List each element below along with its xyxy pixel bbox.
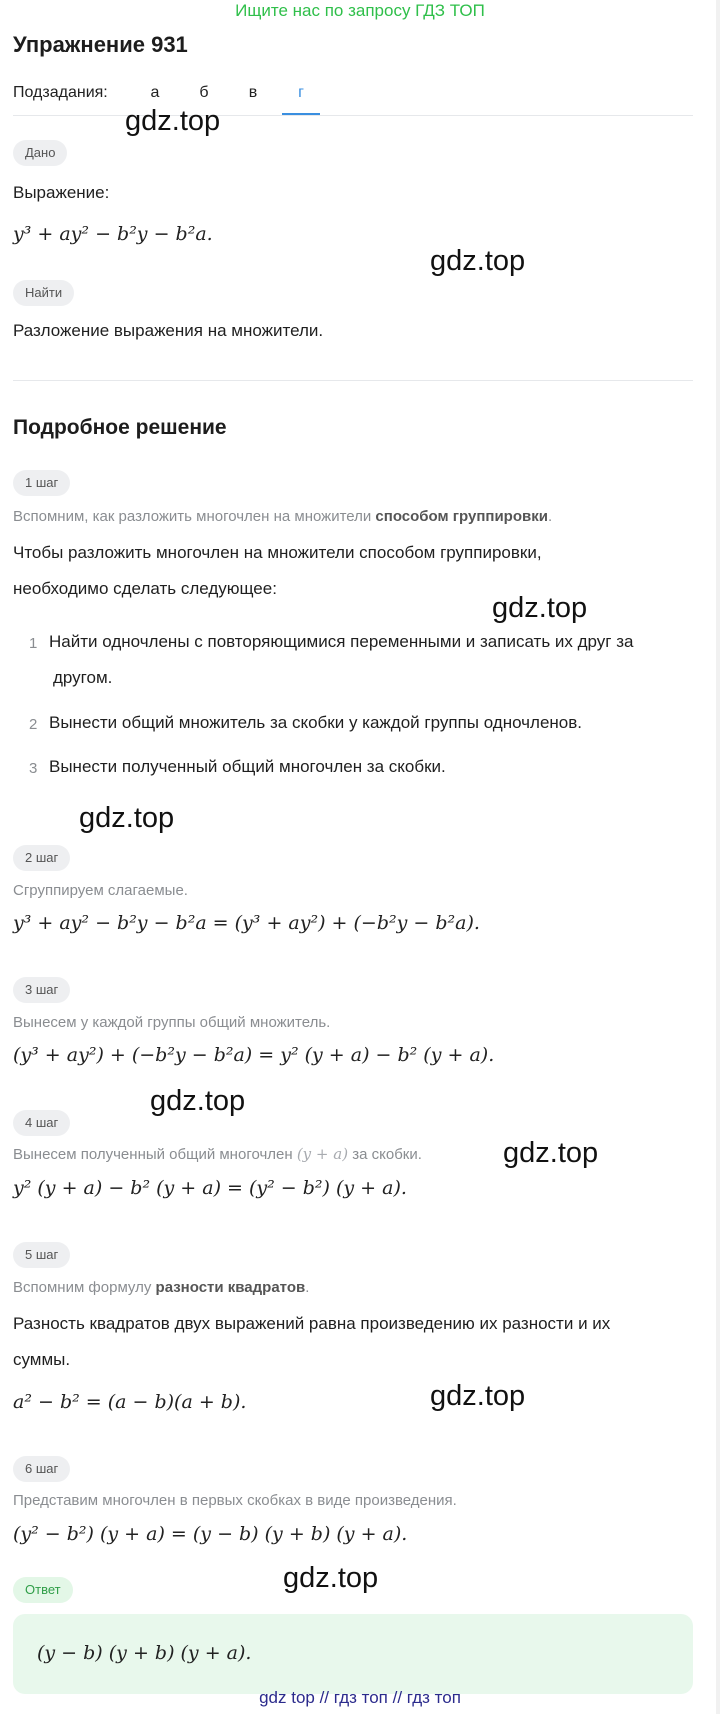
find-pill: Найти [13, 280, 74, 306]
step5-math: a² − b² = (a − b)(a + b). [13, 1391, 247, 1413]
step5-pill: 5 шаг [13, 1242, 70, 1268]
tabs-divider [13, 115, 693, 116]
scrollbar[interactable] [716, 0, 720, 1714]
watermark: gdz.top [503, 1137, 599, 1169]
list-item-number: 1 [29, 635, 38, 652]
watermark: gdz.top [492, 592, 588, 624]
section-divider [13, 380, 693, 381]
step5-text-line2: суммы. [13, 1350, 71, 1369]
step6-math: (y² − b²) (y + a) = (y − b) (y + b) (y + a). [13, 1523, 408, 1545]
step4-note: Вынесем полученный общий многочлен (y + a) за скобки. [13, 1145, 422, 1163]
step4-pill: 4 шаг [13, 1110, 70, 1136]
list-item-1-line2: другом. [53, 668, 113, 687]
search-banner: Ищите нас по запросу ГДЗ ТОП [235, 1, 485, 20]
step1-text-line1: Чтобы разложить многочлен на множители способом группировки, [13, 543, 542, 562]
subtasks-label: Подзадания: [13, 84, 108, 101]
answer-pill: Ответ [13, 1577, 73, 1603]
watermark: gdz.top [283, 1562, 379, 1594]
step5-text-line1: Разность квадратов двух выражений равна произведению их разности и их [13, 1314, 611, 1333]
watermark: gdz.top [125, 105, 221, 137]
step3-pill: 3 шаг [13, 977, 70, 1003]
list-item-number: 3 [29, 760, 38, 777]
step6-pill: 6 шаг [13, 1456, 70, 1482]
list-item-3: Вынести полученный общий многочлен за скобки. [49, 757, 446, 776]
step4-math: y² (y + a) − b² (y + a) = (y² − b²) (y + a). [13, 1177, 407, 1199]
list-item-2: Вынести общий множитель за скобки у каждой группы одночленов. [49, 713, 583, 732]
step1-pill: 1 шаг [13, 470, 70, 496]
watermark: gdz.top [79, 802, 175, 834]
watermark: gdz.top [430, 1380, 526, 1412]
tab-b[interactable]: б [199, 84, 209, 101]
step2-math: y³ + ay² − b²y − b²a = (y³ + ay²) + (−b²y − b²a). [13, 912, 480, 934]
find-text: Разложение выражения на множители. [13, 321, 324, 340]
step2-pill: 2 шаг [13, 845, 70, 871]
tab-v[interactable]: в [248, 84, 258, 101]
solution-title: Подробное решение [13, 416, 227, 439]
watermark: gdz.top [430, 245, 526, 277]
answer-math: (y − b) (y + b) (y + a). [37, 1642, 252, 1664]
step6-note: Представим многочлен в первых скобках в виде произведения. [13, 1492, 457, 1509]
given-expression: y³ + ay² − b²y − b²a. [13, 223, 213, 245]
step5-note: Вспомним формулу разности квадратов. [13, 1279, 310, 1296]
watermark: gdz.top [150, 1085, 246, 1117]
list-item-number: 2 [29, 716, 38, 733]
page-title: Упражнение 931 [13, 32, 188, 57]
step3-note: Вынесем у каждой группы общий множитель. [13, 1014, 331, 1031]
step3-math: (y³ + ay²) + (−b²y − b²a) = y² (y + a) − b² (y + a). [13, 1044, 495, 1066]
tab-a[interactable]: а [150, 84, 160, 101]
step1-note: Вспомним, как разложить многочлен на множители способом группировки. [13, 508, 553, 525]
given-pill: Дано [13, 140, 67, 166]
tab-g[interactable]: г [298, 84, 304, 101]
footer-links[interactable]: gdz top // гдз топ // гдз топ [259, 1688, 461, 1707]
list-item-1-line1: Найти одночлены с повторяющимися переменными и записать их друг за [49, 632, 634, 651]
step1-text-line2: необходимо сделать следующее: [13, 579, 277, 598]
step2-note: Сгруппируем слагаемые. [13, 882, 188, 899]
given-label: Выражение: [13, 183, 110, 202]
